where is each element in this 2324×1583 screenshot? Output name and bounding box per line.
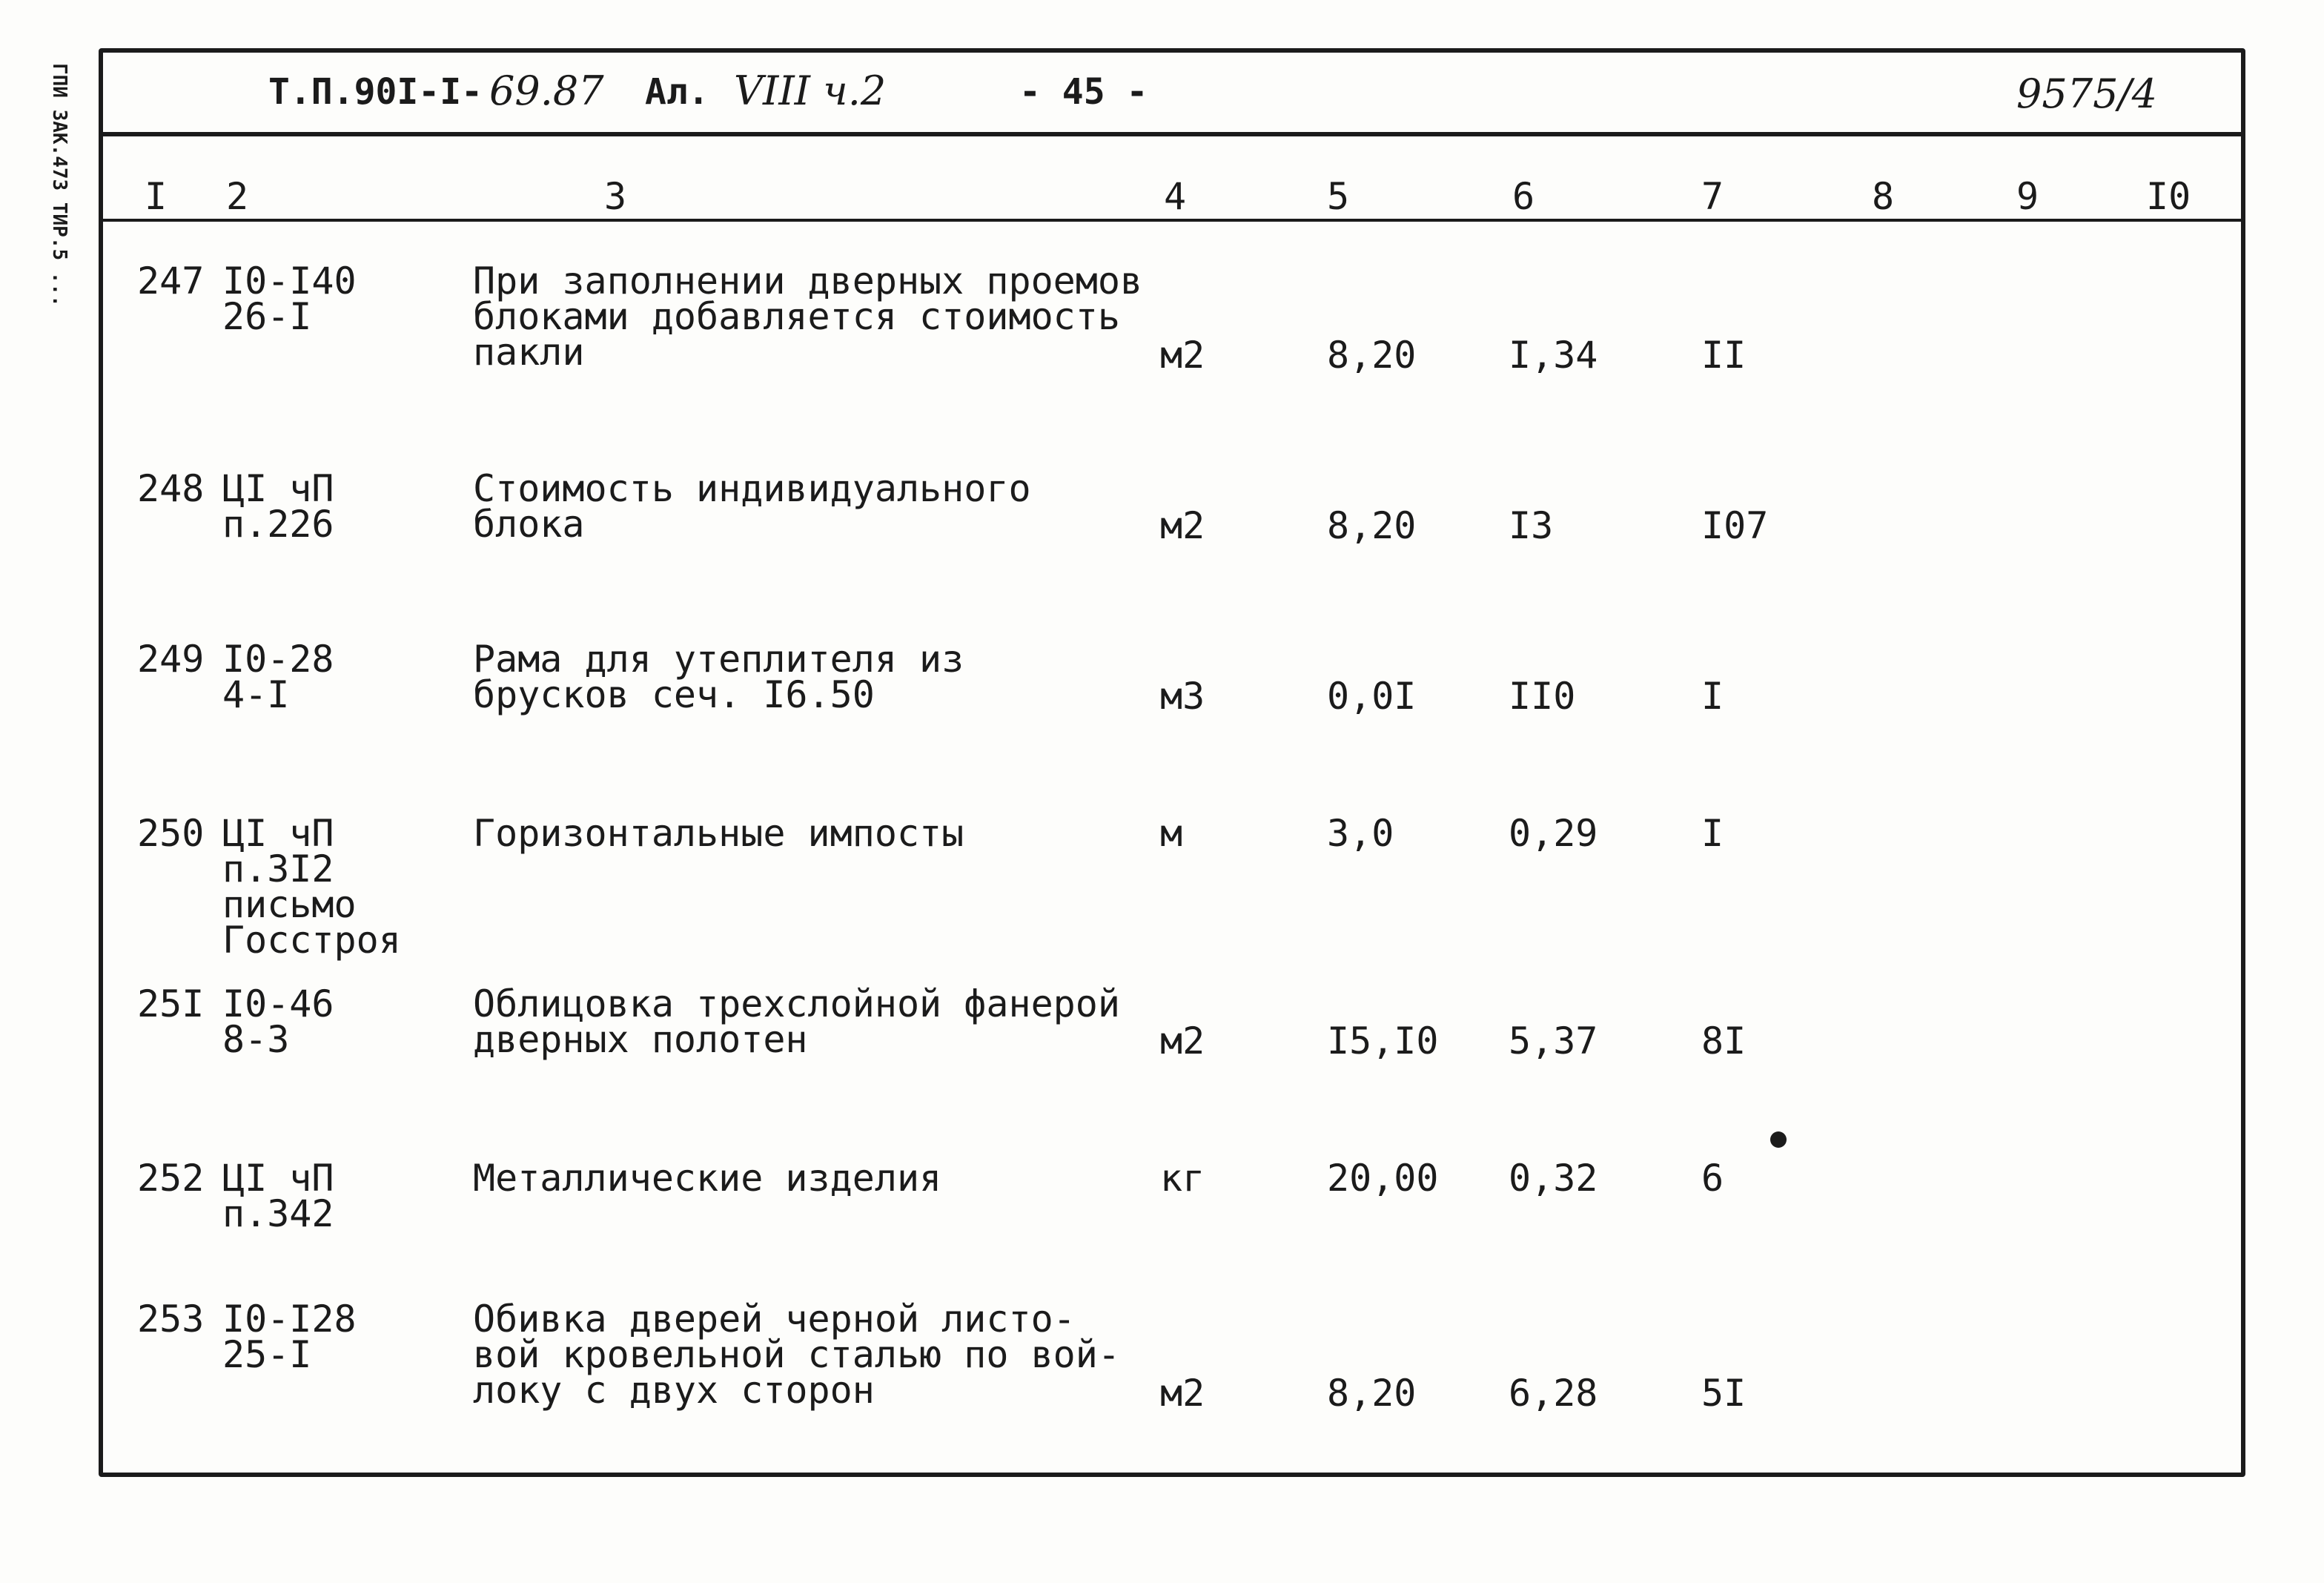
row-description: Рама для утеплителя из брусков сеч. I6.50 (473, 638, 964, 716)
row-code: ЦI чП п.342 (222, 1157, 334, 1235)
row-unit: м2 (1160, 1019, 1205, 1063)
document-frame (99, 48, 2245, 1477)
row-total: II (1701, 334, 1747, 377)
row-price: 6,28 (1509, 1372, 1598, 1415)
row-description: Облицовка трехслойной фанерой дверных полотен (473, 982, 1120, 1061)
header-divider (100, 132, 2244, 136)
row-price: II0 (1509, 675, 1576, 718)
corner-archive-number: 9575/4 (2016, 70, 2157, 117)
row-total: I (1701, 812, 1724, 855)
column-number: 4 (1164, 175, 1187, 218)
row-price: I3 (1509, 504, 1554, 547)
row-number: 249 (137, 638, 205, 681)
row-unit: м2 (1160, 334, 1205, 377)
row-number: 247 (137, 260, 205, 303)
row-price: I,34 (1509, 334, 1598, 377)
row-price: 0,32 (1509, 1157, 1598, 1200)
album-label: Ал. (645, 71, 709, 113)
row-quantity: 8,20 (1327, 1372, 1417, 1415)
row-price: 5,37 (1509, 1019, 1598, 1063)
row-total: 8I (1701, 1019, 1747, 1063)
row-quantity: I5,I0 (1327, 1019, 1439, 1063)
row-code: I0-I40 26-I (222, 260, 357, 338)
row-quantity: 3,0 (1327, 812, 1394, 855)
row-description: Горизонтальные импосты (473, 812, 964, 855)
row-number: 252 (137, 1157, 205, 1200)
row-total: 6 (1701, 1157, 1724, 1200)
column-number: 2 (226, 175, 249, 218)
row-description: Металлические изделия (473, 1157, 942, 1200)
row-description: Стоимость индивидуального блока (473, 467, 1031, 546)
row-number: 253 (137, 1298, 205, 1341)
row-unit: м2 (1160, 1372, 1205, 1415)
row-unit: м3 (1160, 675, 1205, 718)
row-quantity: 0,0I (1327, 675, 1417, 718)
row-code: ЦI чП п.3I2 письмо Госстроя (222, 812, 401, 962)
row-price: 0,29 (1509, 812, 1598, 855)
row-number: 25I (137, 982, 205, 1025)
row-quantity: 8,20 (1327, 504, 1417, 547)
column-number: 8 (1872, 175, 1895, 218)
row-description: Обивка дверей черной листо- вой кровельной сталью по вой- локу с двух сторон (473, 1298, 1120, 1412)
ink-dot (1770, 1131, 1787, 1148)
row-code: I0-46 8-3 (222, 982, 334, 1061)
column-number: 6 (1512, 175, 1535, 218)
doc-code-handwritten: 69.87 (489, 67, 604, 114)
column-number: I (145, 175, 168, 218)
row-code: I0-28 4-I (222, 638, 334, 716)
row-unit: м (1160, 812, 1183, 855)
row-total: 5I (1701, 1372, 1747, 1415)
column-number: 3 (604, 175, 627, 218)
column-number: 5 (1327, 175, 1350, 218)
row-unit: кг (1160, 1157, 1205, 1200)
row-number: 250 (137, 812, 205, 855)
column-number: I0 (2146, 175, 2191, 218)
row-code: ЦI чП п.226 (222, 467, 334, 546)
doc-code: Т.П.90I-I- (268, 71, 483, 113)
row-total: I (1701, 675, 1724, 718)
album-handwritten: VIII ч.2 (734, 67, 887, 114)
row-quantity: 20,00 (1327, 1157, 1439, 1200)
side-margin-stamp: ГПИ ЗАК.473 ТИР.5 ... (48, 63, 70, 307)
row-code: I0-I28 25-I (222, 1298, 357, 1376)
row-quantity: 8,20 (1327, 334, 1417, 377)
row-total: I07 (1701, 504, 1769, 547)
row-number: 248 (137, 467, 205, 510)
column-number: 9 (2016, 175, 2039, 218)
page-number: - 45 - (1019, 71, 1148, 113)
column-header-divider (100, 219, 2244, 222)
column-number: 7 (1701, 175, 1724, 218)
row-description: При заполнении дверных проемов блоками добавляется стоимость пакли (473, 260, 1143, 374)
row-unit: м2 (1160, 504, 1205, 547)
